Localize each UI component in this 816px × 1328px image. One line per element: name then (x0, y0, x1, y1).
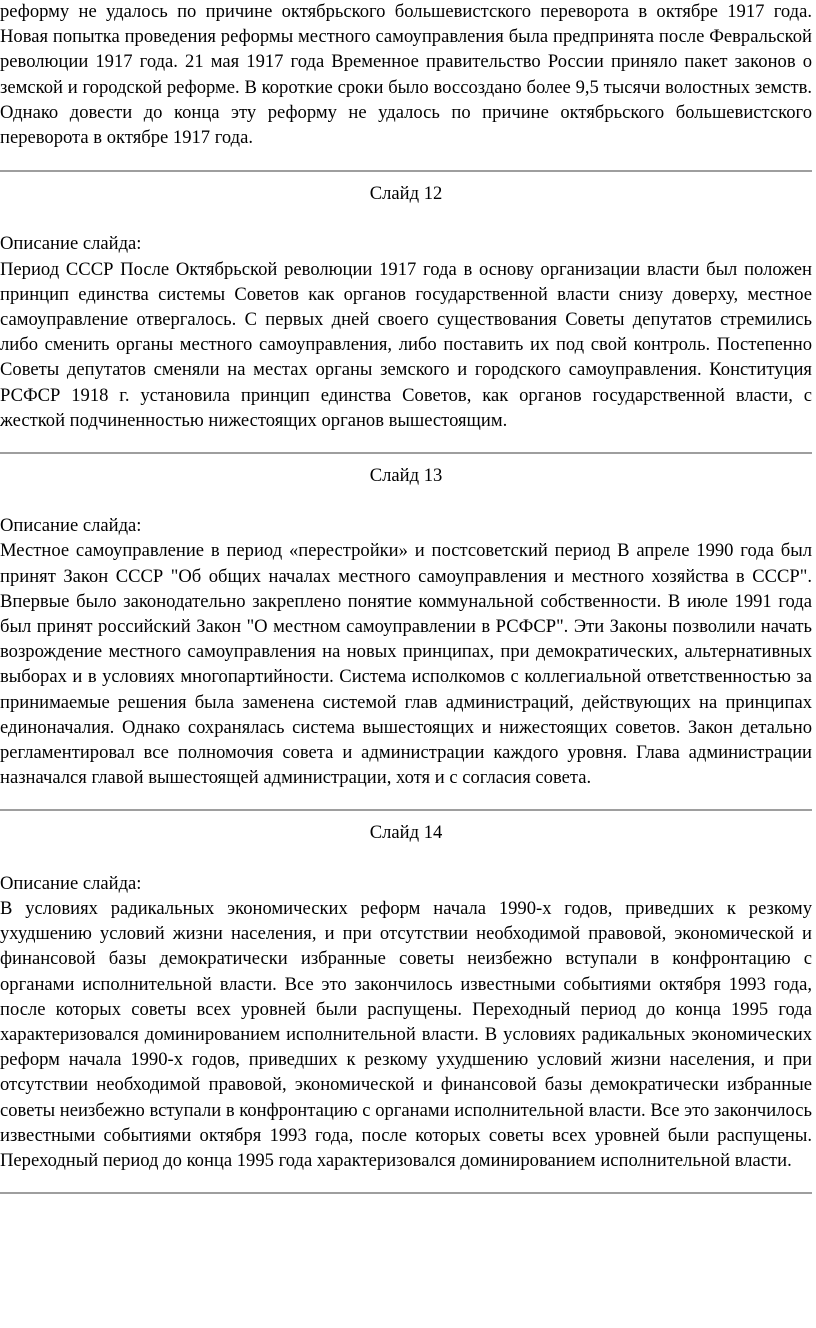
slide-14-section (0, 820, 812, 1173)
spacer (0, 790, 812, 809)
section-divider (0, 1192, 812, 1194)
slide-12-section (0, 181, 812, 433)
spacer (0, 454, 812, 463)
spacer (0, 846, 812, 871)
slide-description-text: Период СССР После Октябрьской революции 1917 года в основу организации власти был положен принцип единства системы Советов как органов государственной власти снизу доверху, местное самоуправление отвергалось. С первых дней своего существования Советы депутатов стремились либо сменить органы местного самоуправления, либо поставить их под свой контроль. Постепенно Советы депутатов сменяли на местах органы земского и городского самоуправления. Конституция РСФСР 1918 г. установила принцип единства Советов, как органов государственной власти, с жесткой подчиненностью нижестоящих органов вышестоящим. (0, 258, 812, 431)
spacer (0, 206, 812, 231)
slide-description-label: Описание слайда: (0, 515, 142, 537)
slide-description-label: Описание слайда: (0, 233, 142, 255)
spacer (0, 811, 812, 820)
slide-13-section (0, 463, 812, 790)
spacer (0, 150, 812, 170)
slide-description-text: Местное самоуправление в период «перестройки» и постсоветский период В апреле 1990 года был принят Закон СССР "Об общих началах местного самоуправления и местного хозяйства в СССР". Впервые было законодательно закреплено понятие коммунальной собственности. В июле 1991 года был принят российский Закон "О местном самоуправлении в РСФСР". Эти Законы позволили начать возрождение местного самоуправления на новых принципах, при демократических, альтернативных выборах и в условиях многопартийности. Система исполкомов с коллегиальной ответственностью за принимаемые решения была заменена системой глав администраций, действующих на принципах единоначалия. Однако сохранялась система вышестоящих и нижестоящих советов. Закон детально регламентировал все полномочия совета и администрации каждого уровня. Глава администрации назначался главой вышестоящей администрации, хотя и с согласия совета. (0, 540, 812, 789)
intro-paragraph: реформу не удалось по причине октябрьского большевистского переворота в октябре 1917 года. Новая попытка проведения реформы местного самоуправления была предпринята после Февральской революции 1917 года. 21 мая 1917 года Временное правительство России приняло пакет законов о земской и городской реформе. В короткие сроки было воссоздано более 9,5 тысячи волостных земств. Однако довести до конца эту реформу не удалось по причине октябрьского большевистского переворота в октябре 1917 года. (0, 1, 812, 149)
spacer (0, 172, 812, 181)
spacer (0, 433, 812, 452)
spacer (0, 488, 812, 513)
slide-description-label: Описание слайда: (0, 872, 142, 894)
spacer (0, 1173, 812, 1192)
slide-title: Слайд 12 (369, 183, 443, 205)
slide-title: Слайд 14 (369, 822, 443, 844)
slide-title: Слайд 13 (369, 465, 443, 487)
slide-description-text: В условиях радикальных экономических реформ начала 1990-х годов, приведших к резкому ухудшению условий жизни населения, и при отсутствии необходимой правовой, экономической и финансовой базы демократически избранные советы неизбежно вступали в конфронтацию с органами исполнительной власти. Все это закончилось известными событиями октября 1993 года, после которых советы всех уровней были распущены. Переходный период до конца 1995 года характеризовался доминированием исполнительной власти. В условиях радикальных экономических реформ начала 1990-х годов, приведших к резкому ухудшению условий жизни населения, и при отсутствии необходимой правовой, экономической и финансовой базы демократически избранные советы неизбежно вступали в конфронтацию с органами исполнительной власти. Все это закончилось известными событиями октября 1993 года, после которых советы всех уровней были распущены. Переходный период до конца 1995 года характеризовался доминированием исполнительной власти. (0, 897, 812, 1171)
